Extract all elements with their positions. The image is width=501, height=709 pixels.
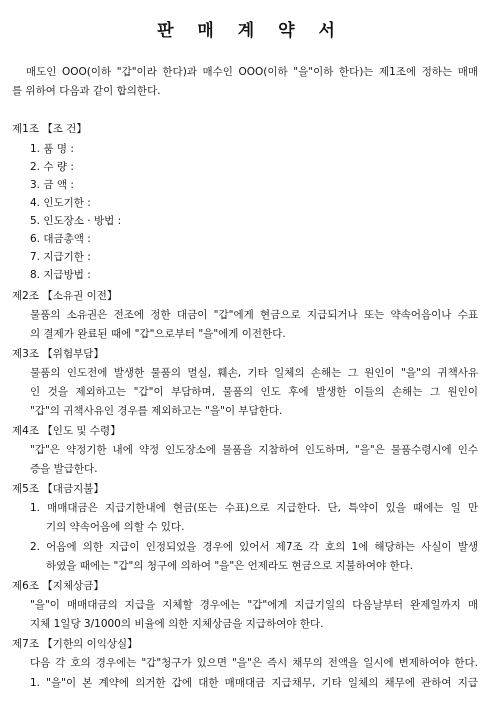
article-heading: 제5조 【대금지불】 xyxy=(12,483,104,495)
article-body-line: 지체 1일당 3/1000의 비율에 의한 지체상금을 지급하여야 한다. xyxy=(30,618,324,630)
page-title: 판 매 계 약 서 xyxy=(157,21,344,41)
condition-item: 3. 금 액 : xyxy=(30,179,74,191)
condition-item: 7. 지급기한 : xyxy=(30,251,91,263)
article-heading: 제2조 【소유권 이전】 xyxy=(12,290,118,302)
article-body-line: 물품의 인도전에 발생한 물품의 멸실, 훼손, 기타 일체의 손해는 그 원인이 "을"의 귀책사유 xyxy=(30,367,478,379)
article-body-line: "갑"은 약정기한 내에 약정 인도장소에 물품을 지참하여 인도하며, "을"은 물품수령시에 인수 xyxy=(30,444,478,456)
article-body-line: 인 것을 제외하고는 "갑"이 부담하며, 물품의 인도 후에 발생한 이들의 손해는 그 원인이 xyxy=(30,386,478,398)
condition-item: 2. 수 량 : xyxy=(30,161,74,173)
condition-item: 8. 지급방법 : xyxy=(30,269,91,281)
article-body-line: 증을 발급한다. xyxy=(30,463,98,475)
article-body-line: "을"이 매매대금의 지급을 지체할 경우에는 "갑"에게 지급기일의 다음날부터 완제일까지 매 xyxy=(30,599,478,611)
article-heading: 제4조 【인도 및 수령】 xyxy=(12,425,121,437)
article-body-line: 물품의 소유권은 전조에 정한 대금이 "갑"에게 현금으로 지급되거나 또는 약속어음이나 수표 xyxy=(30,309,478,321)
intro-line: 를 위하여 다음과 같이 합의한다. xyxy=(12,85,161,97)
condition-item: 1. 품 명 : xyxy=(30,143,74,155)
condition-item: 4. 인도기한 : xyxy=(30,197,91,209)
article-body-line: 다음 각 호의 경우에는 "갑"청구가 있으면 "을"은 즉시 채무의 전액을 일시에 변제하여야 한다. xyxy=(30,657,478,669)
payment-item: 하였을 때에는 "갑"의 청구에 의하여 "을"은 언제라도 현금으로 지불하여야 한다. xyxy=(46,560,414,572)
intro-line: 매도인 OOO(이하 "갑"이라 한다)과 매수인 OOO(이하 "을"이하 한다)는 제1조에 정하는 매매 xyxy=(26,66,478,78)
article-heading: 제7조 【기한의 이익상실】 xyxy=(12,638,138,650)
payment-item: 2. 어음에 의한 지급이 인정되었을 경우에 있어서 제7조 각 호의 1에 해당하는 사실이 발생 xyxy=(30,541,478,553)
article-heading: 제3조 【위험부담】 xyxy=(12,348,104,360)
condition-item: 6. 대금총액 : xyxy=(30,233,91,245)
payment-item: 기의 약속어음에 의할 수 있다. xyxy=(46,521,185,533)
article-heading: 제6조 【지체상금】 xyxy=(12,580,104,592)
article-heading: 제1조 【조 건】 xyxy=(12,123,87,135)
payment-item: 1. 매매대금은 지급기한내에 현금(또는 수표)으로 지급한다. 단, 특약이 있을 때에는 일 만 xyxy=(30,502,478,514)
condition-item: 5. 인도장소 · 방법 : xyxy=(30,215,122,227)
article-body-line: 의 결제가 완료된 때에 "갑"으로부터 "을"에게 이전한다. xyxy=(30,328,286,340)
article-body-line: 1. "을"이 본 계약에 의거한 갑에 대한 매매대금 지급채무, 기타 일체의 채무에 관하여 지급 xyxy=(30,677,478,689)
article-body-line: "갑"의 귀책사유인 경우를 제외하고는 "을"이 부담한다. xyxy=(30,405,283,417)
